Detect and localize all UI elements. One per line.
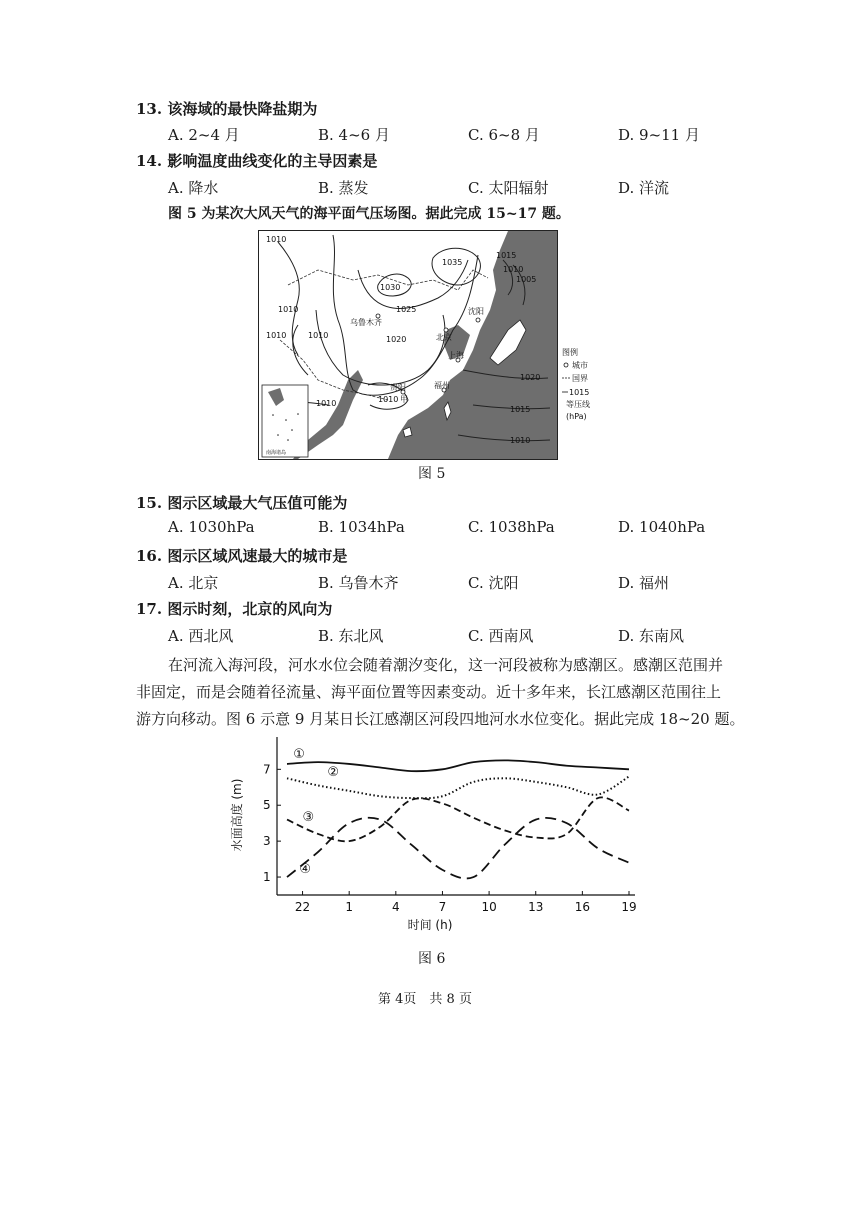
pressure-map <box>258 230 558 460</box>
x-tick-label: 22 <box>294 900 311 914</box>
city-marker <box>444 328 448 332</box>
isobar-label: 1010 <box>503 265 524 274</box>
isobar-label: 1030 <box>380 283 401 292</box>
city-label-fuzhou: 福州 <box>434 381 450 390</box>
figure-5-caption: 图 5 <box>418 466 446 482</box>
q17-option-d[interactable]: D. 东南风 <box>618 627 685 645</box>
x-tick-label: 10 <box>481 900 497 914</box>
passage-line-2: 非固定，而是会随着径流量、海平面位置等因素变动。近十多年来，长江感潮区范围往上 <box>136 683 722 701</box>
question-17: 17. 图示时刻，北京的风向为 <box>136 600 333 618</box>
y-tick-label: 5 <box>263 798 271 813</box>
x-axis-label: 时间 (h) <box>407 918 453 932</box>
figure-5-intro: 图 5 为某次大风天气的海平面气压场图。据此完成 15~17 题。 <box>168 206 570 222</box>
y-tick-label: 7 <box>263 762 271 777</box>
q14-option-b[interactable]: B. 蒸发 <box>318 179 369 197</box>
city-label-shanghai: 上海 <box>448 351 464 360</box>
q16-option-d[interactable]: D. 福州 <box>618 574 670 592</box>
x-tick-label: 19 <box>621 900 637 914</box>
y-tick-label: 3 <box>263 834 271 849</box>
isobar-label: 1010 <box>378 395 399 404</box>
city-label-beijing: 北京 <box>436 333 452 342</box>
question-15: 15. 图示区域最大气压值可能为 <box>136 494 348 512</box>
q14-option-c[interactable]: C. 太阳辐射 <box>468 179 549 197</box>
legend-border: 国界 <box>572 374 588 383</box>
q17-option-c[interactable]: C. 西南风 <box>468 627 534 645</box>
figure-6-caption: 图 6 <box>418 951 446 967</box>
isobar-label: 1020 <box>386 335 407 344</box>
isobar-label: 1035 <box>442 258 463 267</box>
x-tick-label: 13 <box>528 900 544 914</box>
series-label-1: ① <box>293 747 305 763</box>
isobar-label: 1010 <box>266 331 287 340</box>
y-axis-label: 水面高度 (m) <box>230 778 244 852</box>
q16-option-a[interactable]: A. 北京 <box>168 574 219 592</box>
legend-title: 图例 <box>562 348 578 357</box>
legend-isobar-value: 1015 <box>569 388 590 397</box>
series-label-2: ② <box>327 765 340 781</box>
isobar-label: 1005 <box>516 275 537 284</box>
q16-option-b[interactable]: B. 乌鲁木齐 <box>318 574 399 592</box>
series-label-3: ③ <box>302 810 315 825</box>
q13-option-a[interactable]: A. 2~4 月 <box>168 126 240 144</box>
q14-option-a[interactable]: A. 降水 <box>168 179 219 197</box>
q16-option-c[interactable]: C. 沈阳 <box>468 574 519 592</box>
isobar-label: 1010 <box>266 235 287 244</box>
q15-option-d[interactable]: D. 1040hPa <box>618 518 706 536</box>
isobar-label: 1015 <box>510 405 531 414</box>
x-tick-label: 1 <box>345 900 354 914</box>
q15-option-b[interactable]: B. 1034hPa <box>318 518 405 536</box>
q13-option-d[interactable]: D. 9~11 月 <box>618 126 700 144</box>
city-label-guiyang: 贵阳 <box>390 383 406 392</box>
x-tick-label: 4 <box>391 900 400 914</box>
isobar-label: 1010 <box>308 331 329 340</box>
water-level-chart <box>225 735 645 940</box>
isobar-label: 1010 <box>316 399 337 408</box>
q17-option-b[interactable]: B. 东北风 <box>318 627 384 645</box>
south-china-sea-inset <box>262 385 308 457</box>
legend-city: 城市 <box>572 361 588 370</box>
question-14: 14. 影响温度曲线变化的主导因素是 <box>136 152 378 170</box>
isobar-label: 1010 <box>278 305 299 314</box>
series-line-3 <box>287 797 629 841</box>
question-16: 16. 图示区域风速最大的城市是 <box>136 547 348 565</box>
isobar-label: 1015 <box>496 251 517 260</box>
q13-option-c[interactable]: C. 6~8 月 <box>468 126 540 144</box>
x-tick-label: 16 <box>574 900 591 914</box>
legend-isobar: 等压线 <box>566 400 590 409</box>
q17-option-a[interactable]: A. 西北风 <box>168 627 234 645</box>
isobar-label: 1020 <box>520 373 541 382</box>
passage-line-1: 在河流入海河段，河水水位会随着潮汐变化，这一河段被称为感潮区。感潮区范围并 <box>168 656 724 674</box>
city-marker <box>476 318 480 322</box>
inset-label: 南海诸岛 <box>266 450 287 456</box>
legend-unit: (hPa) <box>566 412 587 421</box>
series-label-4: ④ <box>299 862 312 878</box>
legend-city-icon <box>564 363 568 367</box>
question-13: 13. 该海域的最快降盐期为 <box>136 100 318 118</box>
q15-option-a[interactable]: A. 1030hPa <box>168 518 255 536</box>
point-jia-label: 甲 <box>400 395 408 404</box>
y-tick-label: 1 <box>263 870 271 885</box>
page-footer: 第 4页 共 8 页 <box>378 992 472 1007</box>
city-label-urumqi: 乌鲁木齐 <box>350 318 382 327</box>
q15-option-c[interactable]: C. 1038hPa <box>468 518 555 536</box>
series-line-4 <box>287 818 629 879</box>
isobar-label: 1010 <box>510 436 531 445</box>
map-legend <box>560 345 620 435</box>
x-tick-label: 7 <box>438 900 447 914</box>
city-label-shenyang: 沈阳 <box>468 307 484 316</box>
isobar-label: 1025 <box>396 305 417 314</box>
passage-line-3: 游方向移动。图 6 示意 9 月某日长江感潮区河段四地河水水位变化。据此完成 18~20 题。 <box>136 710 745 728</box>
q14-option-d[interactable]: D. 洋流 <box>618 179 670 197</box>
q13-option-b[interactable]: B. 4~6 月 <box>318 126 390 144</box>
